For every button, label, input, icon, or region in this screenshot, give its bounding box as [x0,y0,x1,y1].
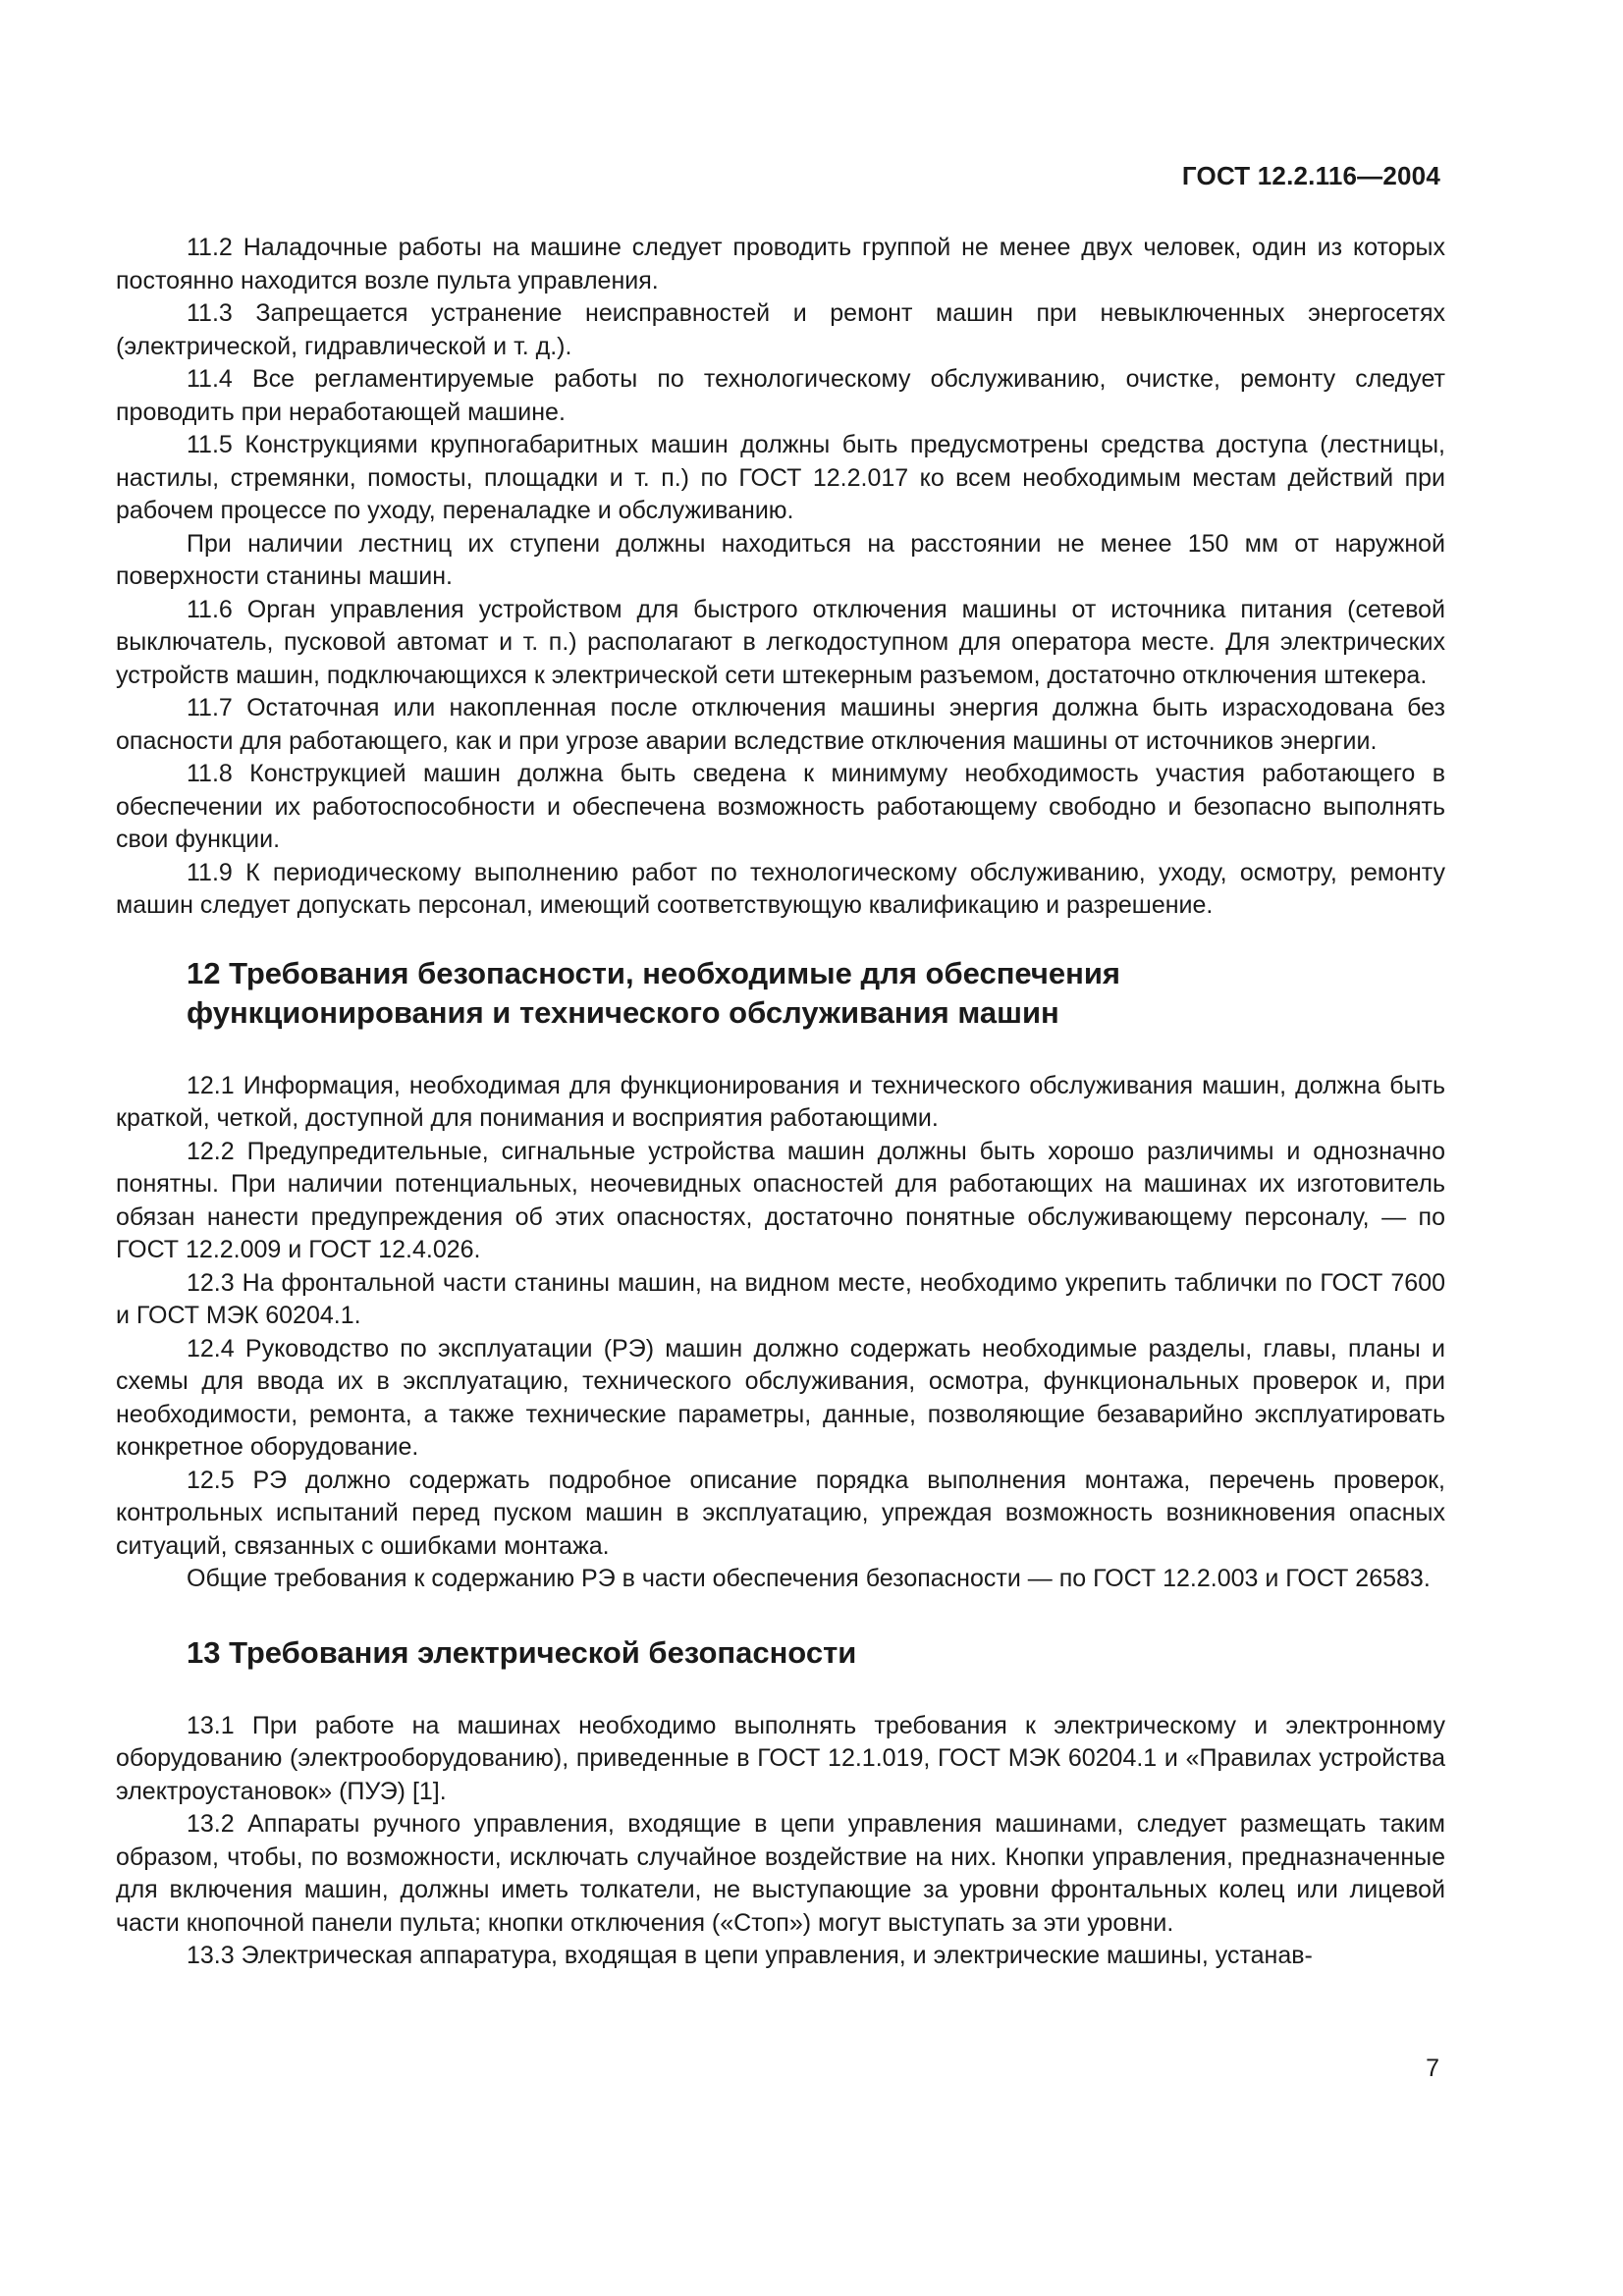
paragraph-13-2: 13.2 Аппараты ручного управления, входящие в цепи управления машинами, следует размещать таким образом, чтобы, по возможности, исключать случайное воздействие на них. Кнопки управления, предназначенные для включения машин, должны иметь толкатели, не выступающие за уровни фронтальных колец или лицевой части кнопочной панели пульта; кнопки отключения («Стоп») могут выступать за эти уровни. [116,1810,1445,1937]
paragraph-11-9: 11.9 К периодическому выполнению работ по технологическому обслуживанию, уходу, осмотру, ремонту машин следует допускать персонал, имеющий соответствующую квалификацию и разрешение. [116,858,1445,919]
page-body [116,232,1445,1973]
paragraph-12-2: 12.2 Предупредительные, сигнальные устройства машин должны быть хорошо различимы и однозначно понятны. При наличии потенциальных, неочевидных опасностей для работающих на машинах их изготовитель обязан нанести предупреждения об этих опасностях, достаточно понятные обслуживающему персоналу, — по ГОСТ 12.2.009 и ГОСТ 12.4.026. [116,1137,1445,1263]
paragraph-12-3: 12.3 На фронтальной части станины машин, на видном месте, необходимо укрепить таблички по ГОСТ 7600 и ГОСТ МЭК 60204.1. [116,1268,1445,1329]
paragraph-13-3: 13.3 Электрическая аппаратура, входящая в цепи управления, и электрические машины, устанав- [187,1942,1313,1969]
paragraph-12-4: 12.4 Руководство по эксплуатации (РЭ) машин должно содержать необходимые разделы, главы, планы и схемы для ввода их в эксплуатацию, технического обслуживания, осмотра, функциональных проверок и, при необходимости, ремонта, а также технические параметры, данные, позволяющие безаварийно эксплуатировать конкретное оборудование. [116,1334,1445,1461]
paragraph-11-7: 11.7 Остаточная или накопленная после отключения машины энергия должна быть израсходована без опасности для работающего, как и при угрозе аварии вследствие отключения машины от источников энергии. [116,694,1445,755]
paragraph-11-5-continued: При наличии лестниц их ступени должны находиться на расстоянии не менее 150 мм от наружной поверхности станины машин. [116,529,1445,590]
page-number: 7 [1426,2055,1439,2082]
section-12-heading-line-2: функционирования и технического обслуживания машин [187,994,1059,1030]
paragraph-11-8: 11.8 Конструкцией машин должна быть сведена к минимуму необходимость участия работающего в обеспечении их работоспособности и обеспечена возможность работающему свободно и безопасно выполнять свои функции. [116,760,1445,853]
section-12-heading [116,954,1445,1033]
paragraph-13-1: 13.1 При работе на машинах необходимо выполнять требования к электрическому и электронному оборудованию (электрооборудованию), приведенные в ГОСТ 12.1.019, ГОСТ МЭК 60204.1 и «Правилах устройства электроустановок» (ПУЭ) [1]. [116,1711,1445,1805]
paragraph-11-4: 11.4 Все регламентируемые работы по технологическому обслуживанию, очистке, ремонту следует проводить при неработающей машине. [116,365,1445,426]
paragraph-11-2: 11.2 Наладочные работы на машине следует проводить группой не менее двух человек, один из которых постоянно находится возле пульта управления. [116,234,1445,294]
paragraph-11-6: 11.6 Орган управления устройством для быстрого отключения машины от источника питания (сетевой выключатель, пусковой автомат и т. п.) располагают в легкодоступном для оператора месте. Для электрических устройств машин, подключающихся к электрической сети штекерным разъемом, достаточно отключения штекера. [116,595,1445,689]
document-header: ГОСТ 12.2.116—2004 [1181,161,1440,190]
paragraph-12-1: 12.1 Информация, необходимая для функционирования и технического обслуживания машин, должна быть краткой, четкой, доступной для понимания и восприятия работающими. [116,1071,1445,1132]
paragraph-12-5-continued: Общие требования к содержанию РЭ в части обеспечения безопасности — по ГОСТ 12.2.003 и ГОСТ 26583. [187,1565,1431,1592]
section-12-heading-line-1: 12 Требования безопасности, необходимые для обеспечения [187,955,1120,990]
paragraph-11-3: 11.3 Запрещается устранение неисправностей и ремонт машин при невыключенных энергосетях (электрической, гидравлической и т. д.). [116,299,1445,360]
paragraph-11-5: 11.5 Конструкциями крупногабаритных машин должны быть предусмотрены средства доступа (лестницы, настилы, стремянки, помосты, площадки и т. п.) по ГОСТ 12.2.017 ко всем необходимым местам действий при рабочем процессе по уходу, переналадке и обслуживанию. [116,431,1445,524]
section-13-heading: 13 Требования электрической безопасности [187,1634,857,1670]
paragraph-12-5: 12.5 РЭ должно содержать подробное описание порядка выполнения монтажа, перечень проверок, контрольных испытаний перед пуском машин в эксплуатацию, упреждая возможность возникновения опасных ситуаций, связанных с ошибками монтажа. [116,1466,1445,1560]
